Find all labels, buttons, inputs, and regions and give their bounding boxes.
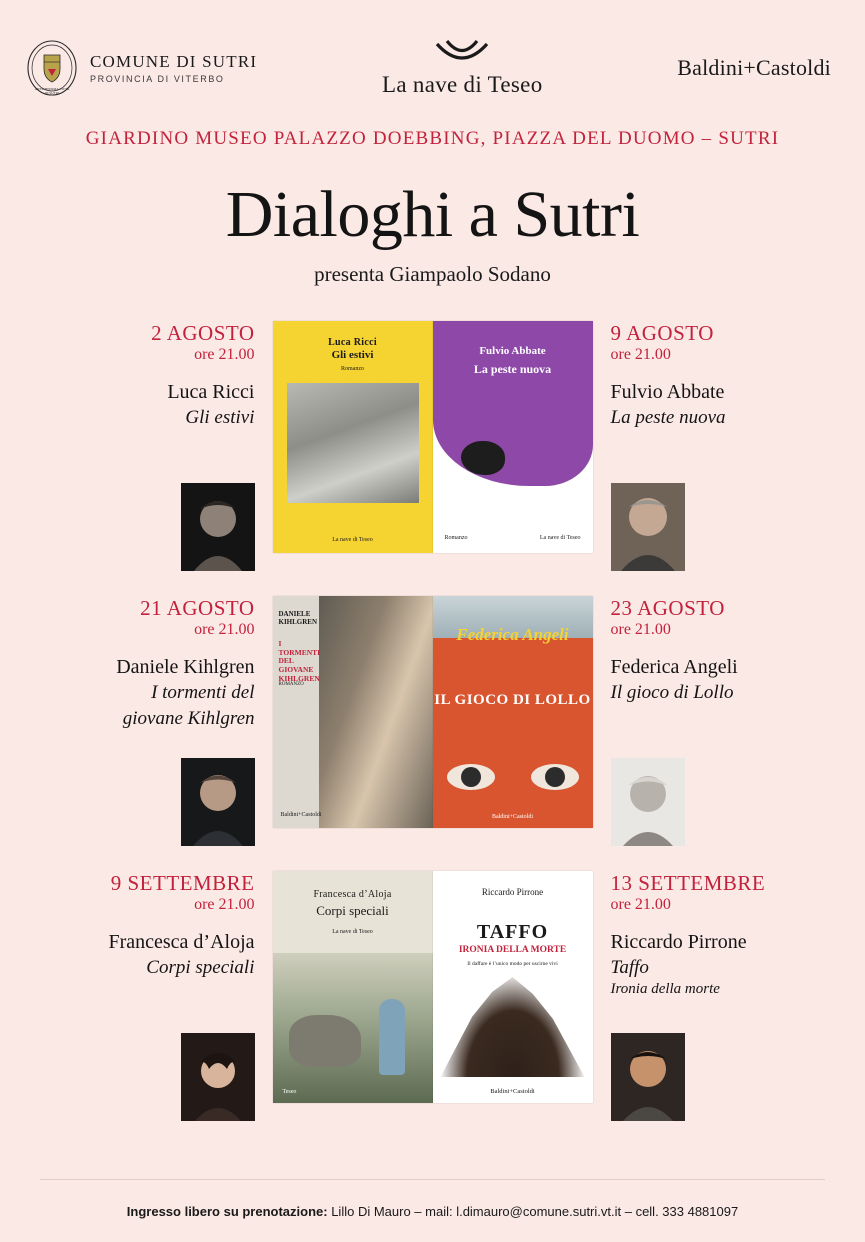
venue-line: GIARDINO MUSEO PALAZZO DOEBBING, PIAZZA DEL DUOMO – SUTRI — [85, 128, 780, 149]
cover-publisher: La nave di Teseo — [539, 535, 581, 541]
cover-photo — [287, 383, 419, 503]
baldini-castoldi-logo: Baldini+Castoldi — [677, 55, 831, 80]
cover-photo — [317, 596, 433, 828]
cover-subtitle: IRONIA DELLA MORTE — [458, 945, 567, 955]
cover-author: Federica Angeli — [456, 625, 569, 644]
cover-author: Luca Ricci — [328, 337, 377, 348]
events-row — [28, 321, 837, 596]
author-portrait — [181, 1033, 255, 1121]
footer-details: Lillo Di Mauro – mail: l.dimauro@comune.sutri.vt.it – cell. 333 4881097 — [327, 1203, 739, 1219]
footer-info — [127, 1204, 738, 1219]
cover-title: I TORMENTI DEL GIOVANE KIHLGREN — [278, 639, 321, 683]
event-card — [433, 321, 838, 571]
cover-artwork-detail — [461, 441, 505, 475]
event-card — [28, 321, 433, 571]
event-work: Gli estivi — [185, 407, 255, 429]
comune-name: COMUNE DI SUTRI — [90, 52, 258, 72]
event-work-line2: giovane Kihlgren — [122, 707, 255, 729]
event-work: Corpi speciali — [146, 957, 255, 979]
eye-left — [447, 764, 495, 790]
book-cover — [433, 321, 593, 553]
book-cover — [273, 596, 433, 828]
book-cover — [273, 871, 433, 1103]
nave-di-teseo-label: La nave di Teseo — [381, 72, 543, 97]
cover-genre: Romanzo — [341, 366, 364, 372]
cover-title: La peste nuova — [473, 362, 552, 376]
cover-eyes-artwork — [433, 756, 593, 800]
cover-publisher: Baldini+Castoldi — [280, 812, 322, 818]
comune-logo — [26, 39, 257, 97]
author-portrait — [611, 758, 685, 846]
event-author: Fulvio Abbate — [610, 381, 725, 404]
coat-of-arms-icon — [26, 39, 78, 97]
event-info — [73, 871, 273, 1121]
cover-publisher: La nave di Teseo — [332, 537, 373, 543]
page-title: Dialoghi a Sutri — [225, 178, 640, 251]
cover-genre: Romanzo — [444, 535, 468, 541]
cover-title: Gli estivi — [331, 349, 374, 361]
event-info — [593, 596, 793, 846]
rhino-illustration — [289, 1015, 361, 1067]
event-time: ore 21.00 — [194, 346, 255, 364]
event-date: 9 AGOSTO — [610, 321, 714, 345]
event-author: Federica Angeli — [610, 656, 738, 679]
iris-right — [545, 767, 565, 787]
cover-artwork — [441, 973, 585, 1077]
book-cover — [273, 321, 433, 553]
event-author: Riccardo Pirrone — [610, 931, 747, 954]
cover-publisher: Baldini+Castoldi — [490, 1088, 535, 1095]
header — [0, 0, 865, 110]
page-subtitle: presenta Giampaolo Sodano — [314, 262, 551, 286]
cover-title: Corpi speciali — [316, 903, 389, 918]
nave-di-teseo-logo — [382, 38, 543, 98]
svg-text:ANTICHISSIMA CITTÀ: ANTICHISSIMA CITTÀ — [34, 87, 70, 91]
event-author: Francesca d’Aloja — [108, 931, 255, 954]
cover-band — [273, 596, 319, 828]
event-info — [593, 871, 793, 1121]
cover-author: DANIELE KIHLGREN — [278, 610, 318, 627]
event-work: La peste nuova — [610, 407, 726, 429]
comune-province: PROVINCIA DI VITERBO — [90, 73, 225, 84]
footer — [40, 1179, 825, 1242]
figure-illustration — [379, 999, 405, 1075]
cover-author: Riccardo Pirrone — [481, 887, 544, 897]
events-row — [28, 596, 837, 871]
event-date: 2 AGOSTO — [151, 321, 255, 345]
event-work: I tormenti del — [151, 682, 255, 704]
cover-publisher: Baldini+Castoldi — [491, 814, 534, 820]
event-time: ore 21.00 — [610, 896, 671, 914]
author-portrait — [611, 483, 685, 571]
event-work: Taffo — [610, 957, 649, 979]
event-time: ore 21.00 — [194, 896, 255, 914]
event-date: 23 AGOSTO — [610, 596, 725, 620]
event-work: Il gioco di Lollo — [610, 682, 734, 704]
svg-text:DI SUTRI: DI SUTRI — [44, 91, 60, 95]
comune-label — [90, 52, 257, 84]
event-date: 21 AGOSTO — [140, 596, 255, 620]
event-date: 13 SETTEMBRE — [610, 871, 766, 895]
event-card — [433, 596, 838, 846]
cover-title: TAFFO — [476, 921, 549, 943]
event-card — [28, 596, 433, 846]
event-time: ore 21.00 — [610, 346, 671, 364]
cover-title: IL GIOCO DI LOLLO — [434, 692, 591, 708]
iris-left — [461, 767, 481, 787]
cover-publisher: Teseo — [282, 1089, 297, 1095]
cover-author: Francesca d’Aloja — [313, 889, 392, 900]
event-author: Luca Ricci — [167, 381, 255, 404]
event-card — [28, 871, 433, 1121]
author-portrait — [611, 1033, 685, 1121]
boat-icon — [382, 38, 543, 68]
event-date: 9 SETTEMBRE — [110, 871, 255, 895]
events-row — [28, 871, 837, 1146]
event-author: Daniele Kihlgren — [116, 656, 255, 679]
cover-genre: ROMANZO — [278, 682, 304, 687]
event-work-subtitle: Ironia della morte — [610, 980, 720, 997]
footer-label: Ingresso libero su prenotazione: — [126, 1203, 328, 1219]
cover-tagline: Il daffare è l’unico modo per uscirne vivi — [467, 961, 558, 967]
eye-right — [531, 764, 579, 790]
author-portrait — [181, 483, 255, 571]
event-time: ore 21.00 — [194, 621, 255, 639]
book-cover — [433, 871, 593, 1103]
event-time: ore 21.00 — [610, 621, 671, 639]
cover-genre: La nave di Teseo — [332, 929, 373, 935]
cover-author: Fulvio Abbate — [479, 345, 546, 357]
event-card — [433, 871, 838, 1121]
event-info — [73, 321, 273, 571]
book-cover — [433, 596, 593, 828]
event-info — [73, 596, 273, 846]
event-info — [593, 321, 793, 571]
author-portrait — [181, 758, 255, 846]
events-grid — [0, 321, 865, 1146]
